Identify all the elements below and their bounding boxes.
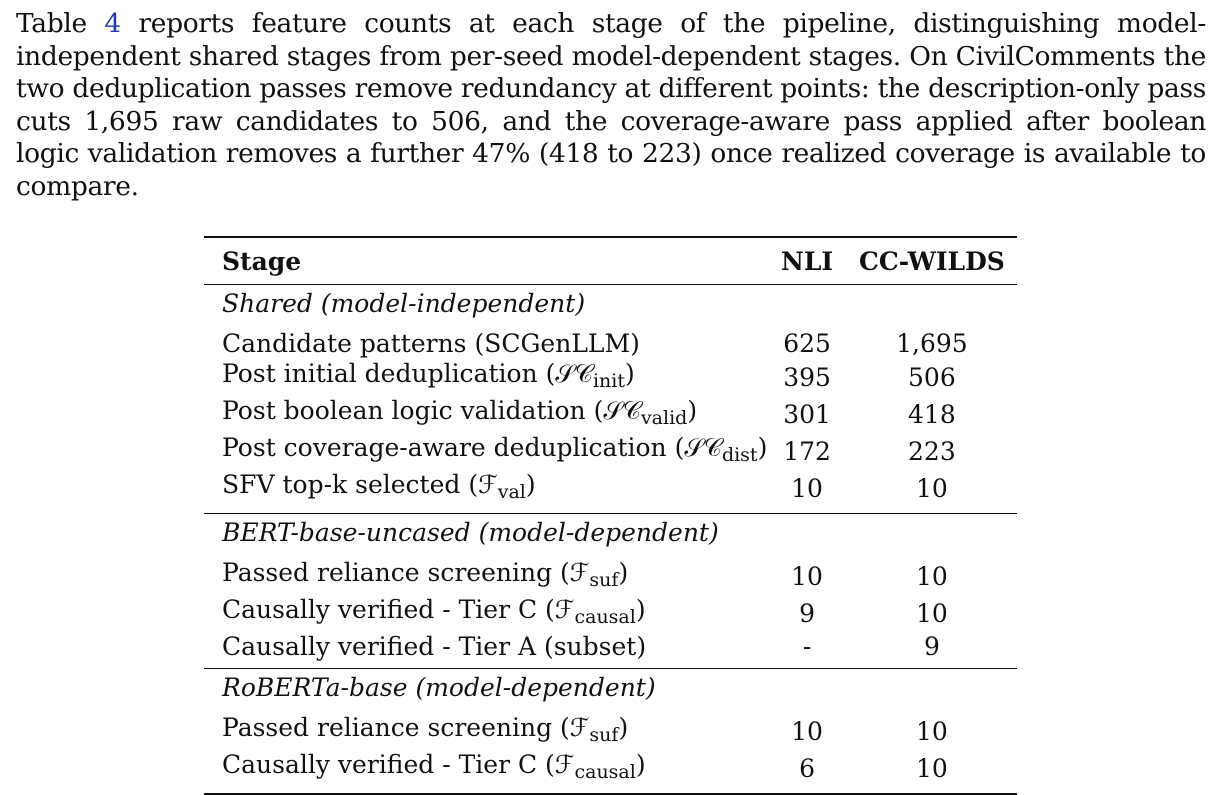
section-title: Shared (model-independent) [222, 289, 586, 318]
stage-label: Causally verified - Tier A (subset) [222, 632, 647, 661]
nli-value: 10 [791, 561, 823, 591]
table-reference-link[interactable]: 4 [104, 8, 121, 39]
cc-wilds-value: 10 [915, 598, 948, 628]
cc-wilds-value: 223 [908, 436, 956, 466]
stage-label: Passed reliance screening (ℱ$_{suf}$) [222, 558, 629, 591]
section-header-row [204, 514, 1017, 559]
section-header-row [204, 285, 1017, 330]
table-body [204, 285, 1017, 795]
header-nli: NLI [781, 246, 834, 276]
cc-wilds-value: 1,695 [896, 329, 968, 358]
cc-wilds-value: 10 [915, 473, 948, 503]
stage-label: Causally verified - Tier C (ℱ$_{causal}$) [222, 595, 646, 628]
stage-label: Passed reliance screening (ℱ$_{suf}$) [222, 713, 629, 746]
stage-label: Candidate patterns (SCGenLLM) [222, 329, 640, 358]
cc-wilds-value: 10 [915, 753, 948, 783]
header-cc-wilds: CC-WILDS [858, 246, 1005, 276]
cc-wilds-value: 418 [908, 399, 956, 429]
table-header-row [204, 237, 1017, 285]
section-title: RoBERTa-base (model-dependent) [222, 673, 656, 702]
paragraph-lead: Table [16, 8, 105, 39]
body-paragraph [16, 8, 1206, 203]
table-row [204, 470, 1017, 514]
cc-wilds-value: 506 [908, 362, 956, 392]
cc-wilds-value: 9 [923, 632, 940, 661]
nli-value: 172 [783, 436, 831, 466]
table-row [204, 558, 1017, 595]
nli-value: 9 [799, 598, 816, 628]
table-row [204, 595, 1017, 632]
header-stage: Stage [222, 246, 302, 276]
table-row [204, 632, 1017, 669]
nli-value: 6 [799, 753, 816, 783]
table-row [204, 713, 1017, 750]
table-row [204, 750, 1017, 794]
table-row [204, 359, 1017, 396]
table-row [204, 396, 1017, 433]
cc-wilds-value: 10 [915, 561, 948, 591]
paragraph-text: reports feature counts at each stage of the pipeline, distinguishing model-independent shared stages from per-seed model-dependent stages. On CivilComments the two deduplication passes remove redundancy at different points: the description-only pass cuts 1,695 raw candidates to 506, and the coverage-aware pass applied after boolean logic validation removes a further 47% (418 to 223) once realized coverage is available to compare. [16, 8, 1206, 202]
section-header-row [204, 669, 1017, 714]
stage-label: SFV top-k selected (ℱ$_{val}$) [222, 470, 536, 503]
nli-value: 10 [791, 716, 823, 746]
stage-label: Causally verified - Tier C (ℱ$_{causal}$) [222, 750, 646, 783]
stage-label: Post coverage-aware deduplication (𝒮𝒞$_{dist}$) [222, 433, 768, 466]
nli-value: 301 [783, 399, 831, 429]
stage-label: Post boolean logic validation (𝒮𝒞$_{valid}$) [222, 396, 698, 429]
nli-value: 395 [783, 362, 831, 392]
nli-value: 625 [783, 329, 831, 358]
section-title: BERT-base-uncased (model-dependent) [222, 518, 719, 547]
nli-value: 10 [791, 473, 823, 503]
table-row [204, 329, 1017, 359]
feature-count-table [204, 236, 1017, 795]
stage-label: Post initial deduplication (𝒮𝒞$_{init}$) [222, 359, 635, 392]
cc-wilds-value: 10 [915, 716, 948, 746]
nli-value: - [802, 632, 812, 661]
table-row [204, 433, 1017, 470]
